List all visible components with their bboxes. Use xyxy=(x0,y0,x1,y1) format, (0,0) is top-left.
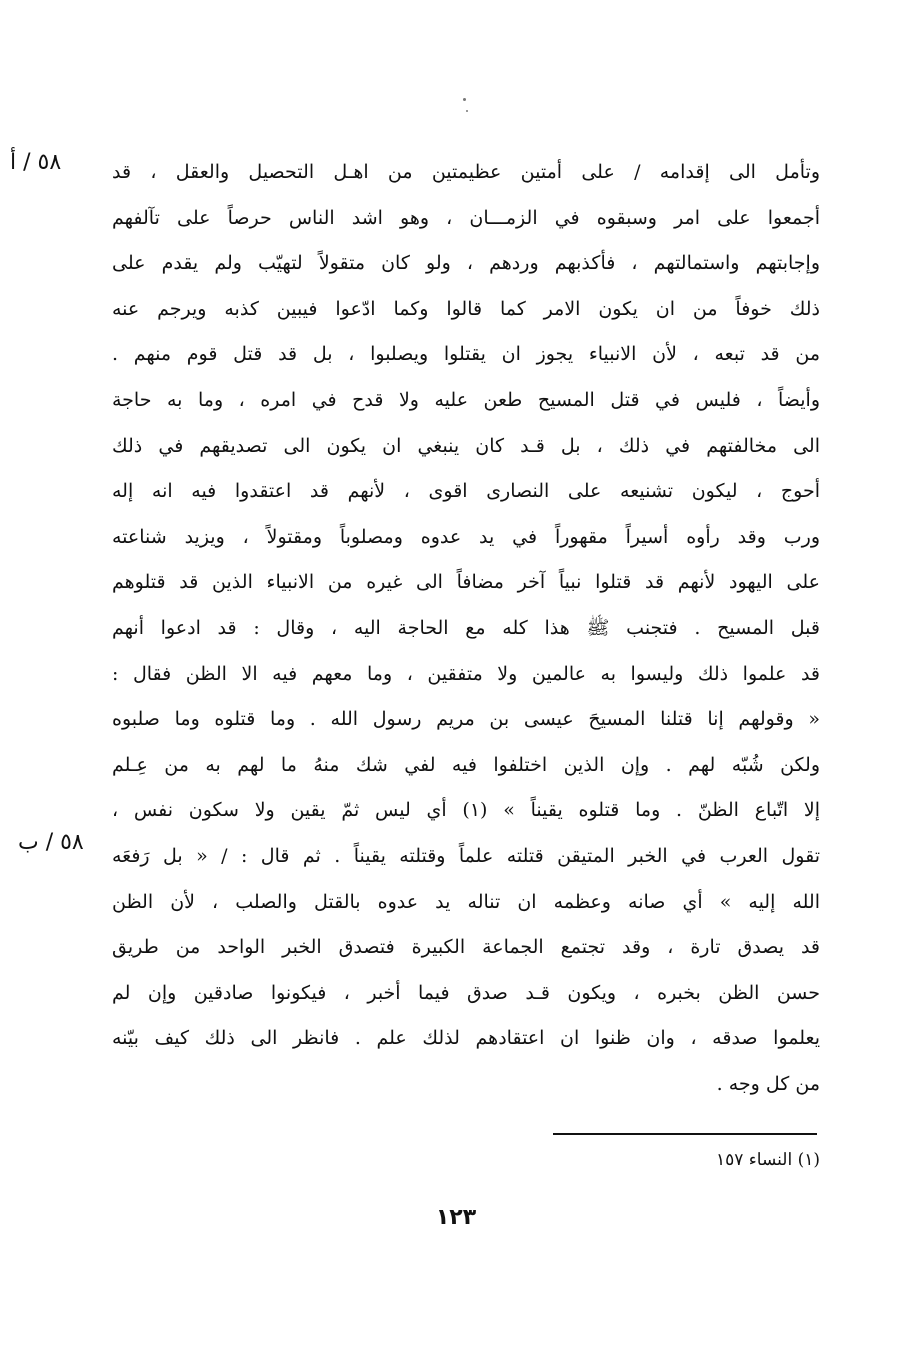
text-line: وتأمل الى إقدامه / على أمتين عظيمتين من اهـل التحصيل والعقل ، قد xyxy=(112,161,820,183)
text-line: الى مخالفتهم في ذلك ، بل قـد كان ينبغي ان يكون الى تصديقهم في ذلك xyxy=(112,434,820,457)
text-line: من كل وجه . xyxy=(716,1072,820,1095)
text-line: أحوج ، ليكون تشنيعه على النصارى اقوى ، لأنهم قد اعتقدوا فيه انه إله xyxy=(112,480,820,503)
text-line: قد يصدق تارة ، وقد تجتمع الجماعة الكبيرة فتصدق الخبر الواحد من طريق xyxy=(112,936,820,959)
text-line: من قد تبعه ، لأن الانبياء يجوز ان يقتلوا ويصلبوا ، بل قد قتل قوم منهم . xyxy=(112,343,820,366)
text-line: وإجابتهم واستمالتهم ، فأكذبهم وردهم ، ولو كان متقولاً لتهيّب ولم يقدم على xyxy=(112,252,820,275)
text-line: « وقولهم إنا قتلنا المسيحَ عيسى بن مريم رسول الله . وما قتلوه وما صلبوه xyxy=(112,708,820,731)
text-line: على اليهود لأنهم قد قتلوا نبياً آخر مضافاً الى غيره من الانبياء الذين قد قتلوهم xyxy=(112,571,820,594)
text-line: إلا اتّباع الظنّ . وما قتلوه يقيناً » (١) أي ليس ثمّ يقين ولا سكون نفس ، xyxy=(112,799,820,822)
text-line: أجمعوا على امر وسبقوه في الزمـــان ، وهو اشد الناس حرصاً على تآلفهم xyxy=(112,206,820,229)
margin-folio-note: ٥٨ / ب xyxy=(18,830,84,855)
text-line: قبل المسيح . فتجنب ﷺ هذا كله مع الحاجة اليه ، وقال : قد ادعوا أنهم xyxy=(112,616,820,639)
text-line: ولكن شُبّه لهم . وإن الذين اختلفوا فيه لفي شك منهُ ما لهم به من عِـلم xyxy=(112,753,820,776)
text-line: ورب وقد رأوه أسيراً مقهوراً في يد عدوه ومصلوباً ومقتولاً ، ويزيد شناعته xyxy=(112,525,820,548)
ink-speck xyxy=(463,98,466,101)
text-line: الله إليه » أي صانه وعظمه ان تناله يد عدوه بالقتل والصلب ، لأن الظن xyxy=(112,890,820,913)
page-number: ١٢٣ xyxy=(435,1205,477,1230)
text-line: تقول العرب في الخبر المتيقن قتلته علماً وقتلته يقيناً . ثم قال : / « بل رَفعَه xyxy=(112,844,820,867)
text-line: يعلموا صدقه ، وان ظنوا ان اعتقادهم لذلك علم . فانظر الى ذلك كيف بيّنه xyxy=(112,1027,820,1050)
footnote: (١) النساء ١٥٧ xyxy=(716,1150,820,1170)
text-line: قد علموا ذلك وليسوا به عالمين ولا متفقين ، وما معهم فيه الا الظن فقال : xyxy=(112,662,820,685)
text-line: ذلك خوفاً من ان يكون الامر كما قالوا وكما ادّعوا فيبين كذبه ويرجم عنه xyxy=(112,297,820,320)
margin-folio-note: ٥٨ / أ xyxy=(10,150,62,175)
footnote-separator xyxy=(553,1133,817,1135)
ink-speck xyxy=(466,110,468,112)
text-line: وأيضاً ، فليس في قتل المسيح طعن عليه ولا قدح في امره ، وما به حاجة xyxy=(112,388,820,411)
main-text xyxy=(112,150,820,1107)
text-line: حسن الظن بخبره ، ويكون قـد صدق فيما أخبر ، فيكونوا صادقين وإن لم xyxy=(112,981,820,1004)
